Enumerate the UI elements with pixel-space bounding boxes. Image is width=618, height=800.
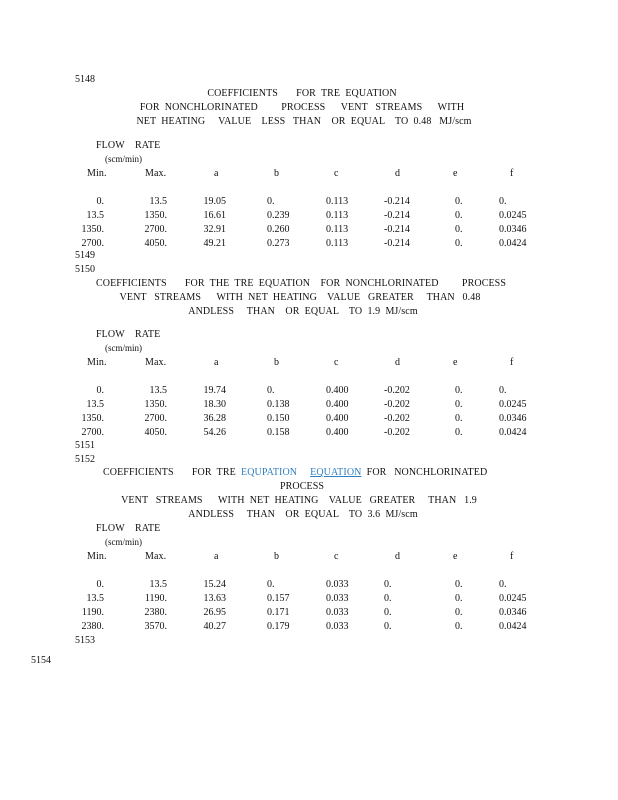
table2-cell-c: 0.400 bbox=[326, 413, 349, 424]
col-a-header: a bbox=[214, 551, 219, 562]
table2-cell-f: 0.0346 bbox=[499, 413, 527, 424]
col-c-header: c bbox=[334, 168, 339, 179]
equation-link[interactable]: EQUATION bbox=[310, 467, 362, 478]
table3-cell-max: 2380. bbox=[144, 607, 167, 618]
table1-title-line3: NET HEATING VALUE LESS THAN OR EQUAL TO 0.48 MJ/scm bbox=[136, 116, 472, 127]
table3-cell-a: 15.24 bbox=[203, 579, 226, 590]
table1-cell-a: 49.21 bbox=[203, 238, 226, 249]
flow-rate-header: FLOW RATE bbox=[96, 523, 161, 534]
table1-cell-d: -0.214 bbox=[384, 210, 410, 221]
table2-cell-d: -0.202 bbox=[384, 399, 410, 410]
table3-cell-d: 0. bbox=[384, 593, 392, 604]
table2-cell-b: 0.138 bbox=[267, 399, 290, 410]
units-header: (scm/min) bbox=[105, 537, 142, 547]
table2-cell-max: 13.5 bbox=[149, 385, 167, 396]
table1-cell-e: 0. bbox=[455, 224, 463, 235]
table2-cell-c: 0.400 bbox=[326, 399, 349, 410]
table3-cell-b: 0.157 bbox=[267, 593, 290, 604]
table3-cell-b: 0.171 bbox=[267, 607, 290, 618]
table2-cell-d: -0.202 bbox=[384, 427, 410, 438]
table2-cell-f: 0.0424 bbox=[499, 427, 527, 438]
col-e-header: e bbox=[453, 168, 458, 179]
table3-cell-c: 0.033 bbox=[326, 607, 349, 618]
table3-cell-e: 0. bbox=[455, 593, 463, 604]
table1-cell-b: 0. bbox=[267, 196, 275, 207]
table1-cell-a: 32.91 bbox=[203, 224, 226, 235]
table2-cell-min: 0. bbox=[96, 385, 104, 396]
table1-cell-f: 0.0346 bbox=[499, 224, 527, 235]
table1-cell-b: 0.239 bbox=[267, 210, 290, 221]
col-min-header: Min. bbox=[87, 357, 107, 368]
table2-cell-a: 54.26 bbox=[203, 427, 226, 438]
line-number: 5152 bbox=[75, 454, 95, 465]
table1-cell-max: 1350. bbox=[144, 210, 167, 221]
table1-cell-f: 0.0424 bbox=[499, 238, 527, 249]
col-min-header: Min. bbox=[87, 551, 107, 562]
flow-rate-header: FLOW RATE bbox=[96, 329, 161, 340]
table1-title-line2: FOR NONCHLORINATED PROCESS VENT STREAMS WITH bbox=[139, 102, 465, 113]
table2-cell-min: 2700. bbox=[81, 427, 104, 438]
table2-cell-f: 0. bbox=[499, 385, 507, 396]
table3-cell-d: 0. bbox=[384, 579, 392, 590]
table2-cell-min: 1350. bbox=[81, 413, 104, 424]
table2-cell-e: 0. bbox=[455, 427, 463, 438]
flow-rate-header: FLOW RATE bbox=[96, 140, 161, 151]
table3-cell-a: 40.27 bbox=[203, 621, 226, 632]
table2-cell-max: 2700. bbox=[144, 413, 167, 424]
table2-title-line1: COEFFICIENTS FOR THE TRE EQUATION FOR NONCHLORINATED PROCESS bbox=[96, 278, 506, 289]
table1-cell-a: 19.05 bbox=[203, 196, 226, 207]
table3-title-line2: PROCESS bbox=[279, 481, 325, 492]
table2-title-line3: ANDLESS THAN OR EQUAL TO 1.9 MJ/scm bbox=[188, 306, 418, 317]
table3-cell-c: 0.033 bbox=[326, 579, 349, 590]
line-number: 5153 bbox=[75, 635, 95, 646]
table2-cell-b: 0. bbox=[267, 385, 275, 396]
table3-cell-e: 0. bbox=[455, 607, 463, 618]
table2-cell-a: 19.74 bbox=[203, 385, 226, 396]
table3-cell-max: 3570. bbox=[144, 621, 167, 632]
units-header: (scm/min) bbox=[105, 154, 142, 164]
col-c-header: c bbox=[334, 357, 339, 368]
table2-cell-d: -0.202 bbox=[384, 385, 410, 396]
col-d-header: d bbox=[395, 168, 401, 179]
table3-title-prefix: COEFFICIENTS FOR TRE bbox=[103, 467, 242, 478]
table3-cell-min: 13.5 bbox=[86, 593, 104, 604]
table3-cell-d: 0. bbox=[384, 607, 392, 618]
table1-cell-max: 13.5 bbox=[149, 196, 167, 207]
line-number: 5154 bbox=[31, 655, 51, 666]
table3-cell-c: 0.033 bbox=[326, 621, 349, 632]
equpation-link[interactable]: EQUPATION bbox=[241, 467, 298, 478]
col-b-header: b bbox=[274, 168, 280, 179]
table2-title-line2: VENT STREAMS WITH NET HEATING VALUE GREATER THAN 0.48 bbox=[119, 292, 481, 303]
table1-cell-min: 13.5 bbox=[86, 210, 104, 221]
table1-cell-min: 2700. bbox=[81, 238, 104, 249]
table3-cell-c: 0.033 bbox=[326, 593, 349, 604]
table3-cell-a: 13.63 bbox=[203, 593, 226, 604]
table2-cell-e: 0. bbox=[455, 413, 463, 424]
col-b-header: b bbox=[274, 551, 280, 562]
table1-cell-b: 0.273 bbox=[267, 238, 290, 249]
table1-cell-c: 0.113 bbox=[326, 224, 349, 235]
table2-cell-b: 0.158 bbox=[267, 427, 290, 438]
table1-cell-d: -0.214 bbox=[384, 238, 410, 249]
table3-title-line3: VENT STREAMS WITH NET HEATING VALUE GREATER THAN 1.9 bbox=[121, 495, 477, 506]
col-e-header: e bbox=[453, 551, 458, 562]
table1-cell-max: 4050. bbox=[144, 238, 167, 249]
col-max-header: Max. bbox=[145, 551, 167, 562]
col-max-header: Max. bbox=[145, 168, 167, 179]
table3-cell-max: 1190. bbox=[144, 593, 167, 604]
table1-cell-c: 0.113 bbox=[326, 210, 349, 221]
table1-cell-max: 2700. bbox=[144, 224, 167, 235]
col-f-header: f bbox=[510, 551, 514, 562]
table3-cell-min: 1190. bbox=[81, 607, 104, 618]
table2-cell-a: 36.28 bbox=[203, 413, 226, 424]
table3-cell-e: 0. bbox=[455, 621, 463, 632]
table2-cell-max: 4050. bbox=[144, 427, 167, 438]
table3-cell-a: 26.95 bbox=[203, 607, 226, 618]
table1-cell-min: 1350. bbox=[81, 224, 104, 235]
table1-cell-f: 0.0245 bbox=[499, 210, 527, 221]
table1-cell-e: 0. bbox=[455, 238, 463, 249]
table1-title-line1: COEFFICIENTS FOR TRE EQUATION bbox=[207, 88, 397, 99]
table3-cell-b: 0.179 bbox=[267, 621, 290, 632]
table1-cell-a: 16.61 bbox=[203, 210, 226, 221]
col-a-header: a bbox=[214, 357, 219, 368]
table1-cell-min: 0. bbox=[96, 196, 104, 207]
col-a-header: a bbox=[214, 168, 219, 179]
table2-cell-e: 0. bbox=[455, 399, 463, 410]
col-f-header: f bbox=[510, 357, 514, 368]
table1-cell-d: -0.214 bbox=[384, 224, 410, 235]
table1-cell-c: 0.113 bbox=[326, 238, 349, 249]
table3-title-line4: ANDLESS THAN OR EQUAL TO 3.6 MJ/scm bbox=[188, 509, 418, 520]
table1-cell-f: 0. bbox=[499, 196, 507, 207]
table1-cell-d: -0.214 bbox=[384, 196, 410, 207]
table2-cell-c: 0.400 bbox=[326, 385, 349, 396]
table1-cell-c: 0.113 bbox=[326, 196, 349, 207]
line-number: 5148 bbox=[75, 74, 95, 85]
table3-cell-min: 2380. bbox=[81, 621, 104, 632]
table2-cell-max: 1350. bbox=[144, 399, 167, 410]
table2-cell-d: -0.202 bbox=[384, 413, 410, 424]
table3-cell-d: 0. bbox=[384, 621, 392, 632]
table3-cell-f: 0.0245 bbox=[499, 593, 527, 604]
table2-cell-b: 0.150 bbox=[267, 413, 290, 424]
table3-cell-b: 0. bbox=[267, 579, 275, 590]
table2-cell-c: 0.400 bbox=[326, 427, 349, 438]
table2-cell-f: 0.0245 bbox=[499, 399, 527, 410]
line-number: 5151 bbox=[75, 440, 95, 451]
table3-cell-f: 0. bbox=[499, 579, 507, 590]
table2-cell-e: 0. bbox=[455, 385, 463, 396]
line-number: 5149 bbox=[75, 250, 95, 261]
table1-cell-e: 0. bbox=[455, 196, 463, 207]
col-max-header: Max. bbox=[145, 357, 167, 368]
table3-cell-max: 13.5 bbox=[149, 579, 167, 590]
table2-cell-min: 13.5 bbox=[86, 399, 104, 410]
table3-cell-f: 0.0346 bbox=[499, 607, 527, 618]
table3-title-suffix: FOR NONCHLORINATED bbox=[361, 467, 488, 478]
col-b-header: b bbox=[274, 357, 280, 368]
line-number: 5150 bbox=[75, 264, 95, 275]
table3-cell-min: 0. bbox=[96, 579, 104, 590]
col-f-header: f bbox=[510, 168, 514, 179]
table2-cell-a: 18.30 bbox=[203, 399, 226, 410]
table1-cell-b: 0.260 bbox=[267, 224, 290, 235]
table3-title-line1 bbox=[103, 468, 487, 478]
col-d-header: d bbox=[395, 357, 401, 368]
units-header: (scm/min) bbox=[105, 343, 142, 353]
col-min-header: Min. bbox=[87, 168, 107, 179]
col-e-header: e bbox=[453, 357, 458, 368]
col-c-header: c bbox=[334, 551, 339, 562]
table1-cell-e: 0. bbox=[455, 210, 463, 221]
table3-cell-e: 0. bbox=[455, 579, 463, 590]
col-d-header: d bbox=[395, 551, 401, 562]
table3-cell-f: 0.0424 bbox=[499, 621, 527, 632]
